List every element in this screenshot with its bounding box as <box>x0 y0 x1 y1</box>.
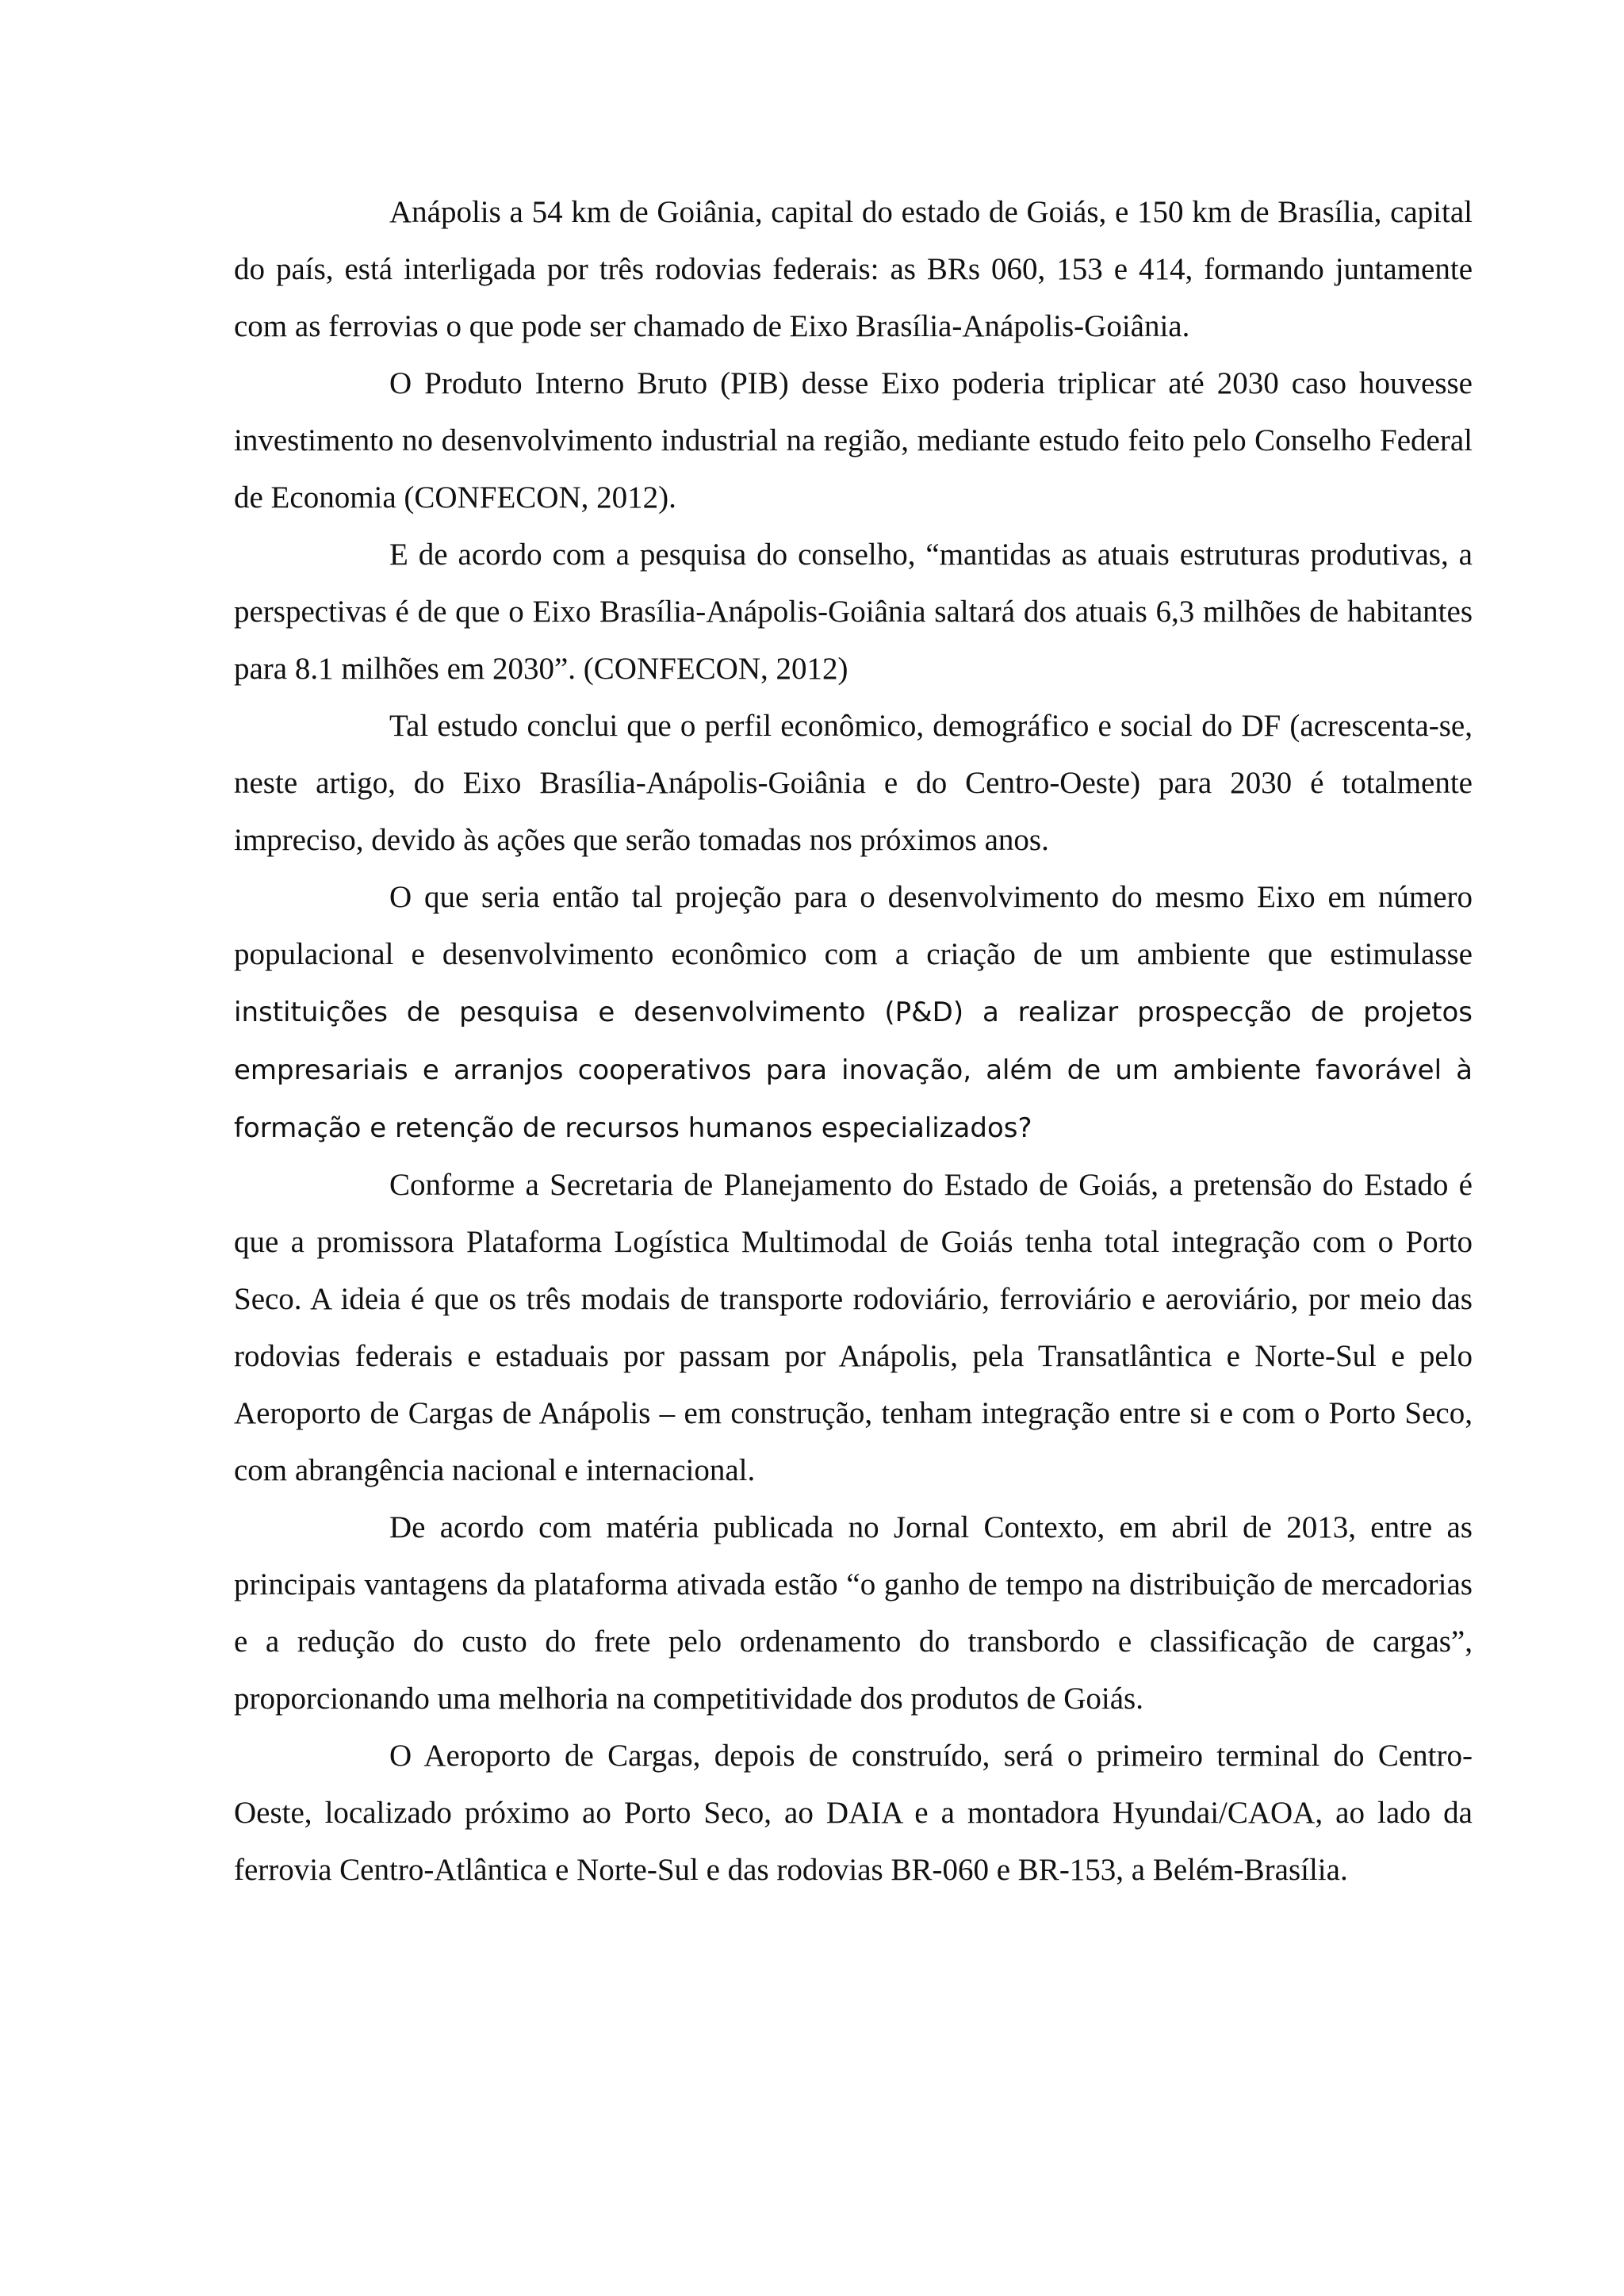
paragraph-7: De acordo com matéria publicada no Jornal Contexto, em abril de 2013, entre as principais vantagens da plataforma ativada estão “o ganho de tempo na distribuição de mercadorias e a redução do custo do frete pelo ordenamento do transbordo e classificação de cargas”, proporcionando uma melhoria na competitividade dos produtos de Goiás. <box>234 1510 1473 1716</box>
paragraph-5-serif-text: O que seria então tal projeção para o desenvolvimento do mesmo Eixo em número populacional e desenvolvimento econômico com a criação de um ambiente que estimulasse <box>234 880 1473 971</box>
paragraph-5-sans-text: instituições de pesquisa e desenvolvimento (P&D) a realizar prospecção de projetos empresariais e arranjos cooperativos para inovação, além de um ambiente favorável à formação e retenção de recursos humanos especializados? <box>234 997 1473 1144</box>
paragraph-4: Tal estudo conclui que o perfil econômico, demográfico e social do DF (acrescenta-se, neste artigo, do Eixo Brasília-Anápolis-Goiânia e do Centro-Oeste) para 2030 é totalmente impreciso, devido às ações que serão tomadas nos próximos anos. <box>234 709 1473 857</box>
paragraph-5 <box>234 869 1473 1157</box>
paragraph-2: O Produto Interno Bruto (PIB) desse Eixo poderia triplicar até 2030 caso houvesse investimento no desenvolvimento industrial na região, mediante estudo feito pelo Conselho Federal de Economia (CONFECON, 2012). <box>234 366 1473 515</box>
document-body <box>234 184 1473 1899</box>
paragraph-3: E de acordo com a pesquisa do conselho, “mantidas as atuais estruturas produtivas, a perspectivas é de que o Eixo Brasília-Anápolis-Goiânia saltará dos atuais 6,3 milhões de habitantes para 8.1 milhões em 2030”. (CONFECON, 2012) <box>234 538 1473 686</box>
paragraph-6: Conforme a Secretaria de Planejamento do Estado de Goiás, a pretensão do Estado é que a promissora Plataforma Logística Multimodal de Goiás tenha total integração com o Porto Seco. A ideia é que os três modais de transporte rodoviário, ferroviário e aeroviário, por meio das rodovias federais e estaduais por passam por Anápolis, pela Transatlântica e Norte-Sul e pelo Aeroporto de Cargas de Anápolis – em construção, tenham integração entre si e com o Porto Seco, com abrangência nacional e internacional. <box>234 1168 1473 1487</box>
paragraph-1: Anápolis a 54 km de Goiânia, capital do estado de Goiás, e 150 km de Brasília, capital do país, está interligada por três rodovias federais: as BRs 060, 153 e 414, formando juntamente com as ferrovias o que pode ser chamado de Eixo Brasília-Anápolis-Goiânia. <box>234 195 1473 343</box>
paragraph-8: O Aeroporto de Cargas, depois de construído, será o primeiro terminal do Centro-Oeste, localizado próximo ao Porto Seco, ao DAIA e a montadora Hyundai/CAOA, ao lado da ferrovia Centro-Atlântica e Norte-Sul e das rodovias BR-060 e BR-153, a Belém-Brasília. <box>234 1739 1473 1887</box>
